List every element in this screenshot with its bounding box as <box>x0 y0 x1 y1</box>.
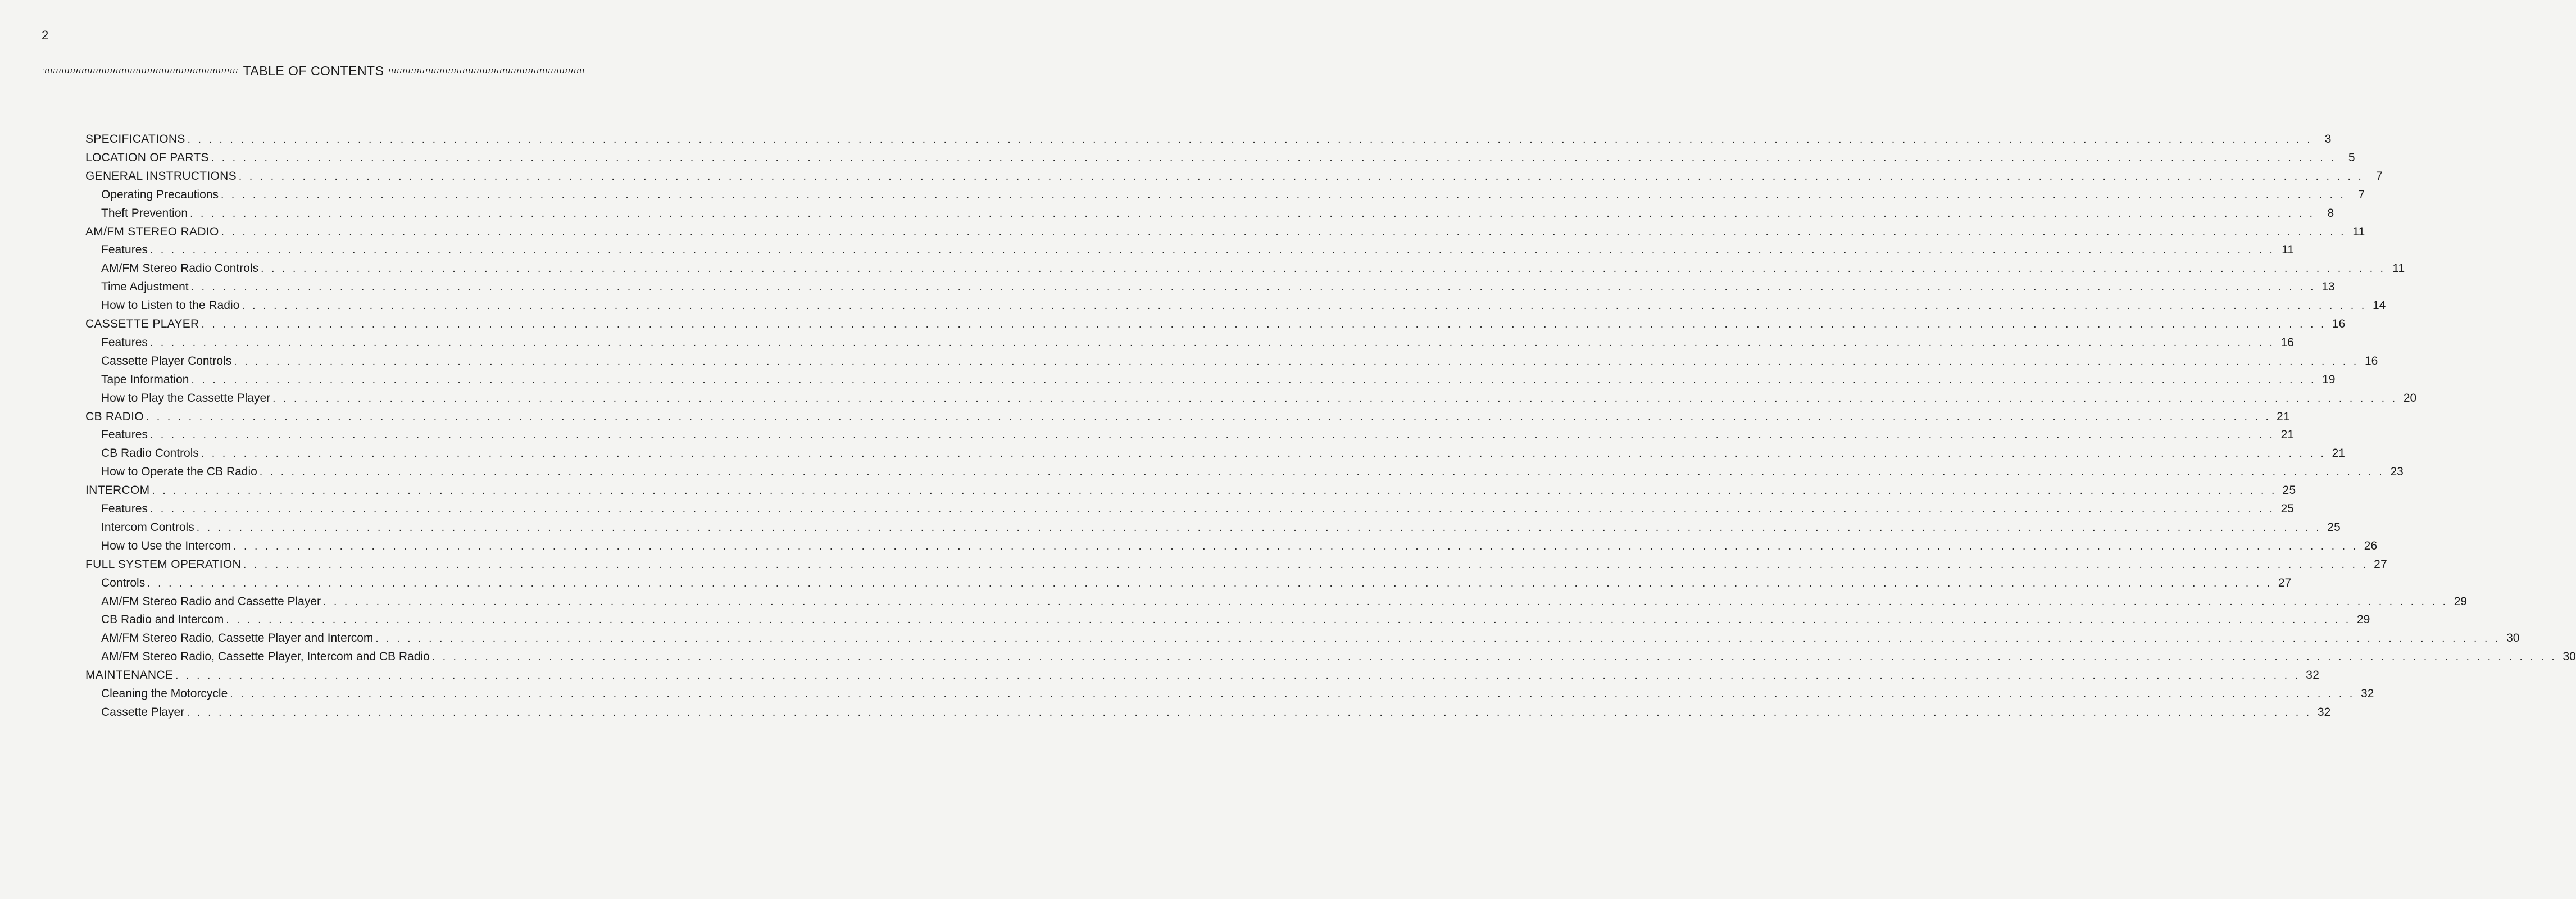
toc-subsection-entry <box>101 333 2294 352</box>
toc-entry-label: Theft Prevention <box>101 206 188 220</box>
toc-entry-label: Controls <box>101 576 146 589</box>
toc-entry-page-number: 30 <box>2563 650 2576 664</box>
dot-leader: . . . . . . . . . . . . . . . . . . . . . . . . . . . . . . . . . . . . . . . . . . . . . . . . . . . . . . . . . . . . . . . . . . . . . . . . . . . . . . . . . . . . . . . . . . . . . . . . . . . . . . . . . . . . . . . . . . . . . . . . . . . . . . . . . . . . . . . . . . . . . . . . . . . . . . . . . . . . . . . . . . . . . . . . . . . . . . . . . . . . . . . . . . . . . . . . . . . . . . . . <box>238 170 2364 183</box>
toc-entry-label: Cleaning the Motorcycle <box>101 687 228 700</box>
dot-leader: . . . . . . . . . . . . . . . . . . . . . . . . . . . . . . . . . . . . . . . . . . . . . . . . . . . . . . . . . . . . . . . . . . . . . . . . . . . . . . . . . . . . . . . . . . . . . . . . . . . . . . . . . . . . . . . . . . . . . . . . . . . . . . . . . . . . . . . . . . . . . . . . . . . . . . . . . . . . . . . . . . . . . . . . . . . . . . . . . . . . . . . . . . . . . . . . . . . . . . . . <box>211 152 2336 164</box>
toc-entry-page-number: 25 <box>2282 484 2296 497</box>
toc-entry-page-number: 21 <box>2332 447 2345 460</box>
dot-leader: . . . . . . . . . . . . . . . . . . . . . . . . . . . . . . . . . . . . . . . . . . . . . . . . . . . . . . . . . . . . . . . . . . . . . . . . . . . . . . . . . . . . . . . . . . . . . . . . . . . . . . . . . . . . . . . . . . . . . . . . . . . . . . . . . . . . . . . . . . . . . . . . . . . . . . . . . . . . . . . . . . . . . . . . . . . . . . . . . . . . . . . . . . . . . . . . . . . . . . . . <box>201 448 2326 460</box>
toc-entry-page-number: 16 <box>2332 317 2346 330</box>
dot-leader: . . . . . . . . . . . . . . . . . . . . . . . . . . . . . . . . . . . . . . . . . . . . . . . . . . . . . . . . . . . . . . . . . . . . . . . . . . . . . . . . . . . . . . . . . . . . . . . . . . . . . . . . . . . . . . . . . . . . . . . . . . . . . . . . . . . . . . . . . . . . . . . . . . . . . . . . . . . . . . . . . . . . . . . . . . . . . . . . . . . . . . . . . . . . . . . . . . . . . . . . <box>187 134 2313 146</box>
toc-title: TABLE OF CONTENTS <box>243 63 384 78</box>
toc-subsection-entry <box>101 240 2294 259</box>
toc-entry-page-number: 16 <box>2364 354 2378 367</box>
toc-subsection-entry <box>101 610 2370 629</box>
dot-leader: . . . . . . . . . . . . . . . . . . . . . . . . . . . . . . . . . . . . . . . . . . . . . . . . . . . . . . . . . . . . . . . . . . . . . . . . . . . . . . . . . . . . . . . . . . . . . . . . . . . . . . . . . . . . . . . . . . . . . . . . . . . . . . . . . . . . . . . . . . . . . . . . . . . . . . . . . . . . . . . . . . . . . . . . . . . . . . . . . . . . . . . . . . . . . . . . . . . . . . . . <box>190 207 2315 220</box>
toc-entry-page-number: 26 <box>2364 539 2378 552</box>
toc-entry-page-number: 19 <box>2322 373 2336 386</box>
toc-section-entry <box>85 481 2296 500</box>
toc-entry-label: How to Operate the CB Radio <box>101 465 257 479</box>
toc-section-entry <box>85 666 2320 684</box>
decorative-rule-right <box>389 69 584 73</box>
dot-leader: . . . . . . . . . . . . . . . . . . . . . . . . . . . . . . . . . . . . . . . . . . . . . . . . . . . . . . . . . . . . . . . . . . . . . . . . . . . . . . . . . . . . . . . . . . . . . . . . . . . . . . . . . . . . . . . . . . . . . . . . . . . . . . . . . . . . . . . . . . . . . . . . . . . . . . . . . . . . . . . . . . . . . . . . . . . . . . . . . . . . . . . . . . . . . . . . . . . . . . . . <box>234 355 2359 367</box>
toc-subsection-entry <box>101 259 2405 278</box>
toc-entry-page-number: 29 <box>2454 594 2468 608</box>
toc-subsection-entry <box>101 629 2520 647</box>
toc-entry-label: Tape Information <box>101 373 189 386</box>
toc-entry-label: AM/FM Stereo Radio and Cassette Player <box>101 594 321 608</box>
dot-leader: . . . . . . . . . . . . . . . . . . . . . . . . . . . . . . . . . . . . . . . . . . . . . . . . . . . . . . . . . . . . . . . . . . . . . . . . . . . . . . . . . . . . . . . . . . . . . . . . . . . . . . . . . . . . . . . . . . . . . . . . . . . . . . . . . . . . . . . . . . . . . . . . . . . . . . . . . . . . . . . . . . . . . . . . . . . . . . . . . . . . . . . . . . . . . . . . . . . . . . . . <box>147 577 2273 589</box>
dot-leader: . . . . . . . . . . . . . . . . . . . . . . . . . . . . . . . . . . . . . . . . . . . . . . . . . . . . . . . . . . . . . . . . . . . . . . . . . . . . . . . . . . . . . . . . . . . . . . . . . . . . . . . . . . . . . . . . . . . . . . . . . . . . . . . . . . . . . . . . . . . . . . . . . . . . . . . . . . . . . . . . . . . . . . . . . . . . . . . . . . . . . . . . . . . . . . . . . . . . . . . . <box>190 281 2316 294</box>
dot-leader: . . . . . . . . . . . . . . . . . . . . . . . . . . . . . . . . . . . . . . . . . . . . . . . . . . . . . . . . . . . . . . . . . . . . . . . . . . . . . . . . . . . . . . . . . . . . . . . . . . . . . . . . . . . . . . . . . . . . . . . . . . . . . . . . . . . . . . . . . . . . . . . . . . . . . . . . . . . . . . . . . . . . . . . . . . . . . . . . . . . . . . . . . . . . . . . . . . . . . . . . <box>152 485 2277 497</box>
toc-entry-page-number: 29 <box>2356 613 2370 626</box>
toc-entry-label: CB Radio and Intercom <box>101 613 224 626</box>
toc-entry-page-number: 23 <box>2390 465 2404 479</box>
decorative-rule-left <box>43 69 238 73</box>
toc-header <box>43 62 584 80</box>
dot-leader: . . . . . . . . . . . . . . . . . . . . . . . . . . . . . . . . . . . . . . . . . . . . . . . . . . . . . . . . . . . . . . . . . . . . . . . . . . . . . . . . . . . . . . . . . . . . . . . . . . . . . . . . . . . . . . . . . . . . . . . . . . . . . . . . . . . . . . . . . . . . . . . . . . . . . . . . . . . . . . . . . . . . . . . . . . . . . . . . . . . . . . . . . . . . . . . . . . . . . . . . <box>431 651 2557 664</box>
toc-entry-label: GENERAL INSTRUCTIONS <box>85 169 237 183</box>
toc-entry-label: Features <box>101 243 148 257</box>
toc-entry-label: CASSETTE PLAYER <box>85 317 199 330</box>
toc-entry-label: INTERCOM <box>85 484 150 497</box>
toc-entry-page-number: 13 <box>2321 280 2335 294</box>
toc-entry-page-number: 32 <box>2360 687 2374 700</box>
toc-subsection-entry <box>101 592 2468 611</box>
toc-section-entry <box>85 555 2388 574</box>
toc-entry-page-number: 20 <box>2403 391 2417 405</box>
dot-leader: . . . . . . . . . . . . . . . . . . . . . . . . . . . . . . . . . . . . . . . . . . . . . . . . . . . . . . . . . . . . . . . . . . . . . . . . . . . . . . . . . . . . . . . . . . . . . . . . . . . . . . . . . . . . . . . . . . . . . . . . . . . . . . . . . . . . . . . . . . . . . . . . . . . . . . . . . . . . . . . . . . . . . . . . . . . . . . . . . . . . . . . . . . . . . . . . . . . . . . . . <box>259 466 2384 479</box>
dot-leader: . . . . . . . . . . . . . . . . . . . . . . . . . . . . . . . . . . . . . . . . . . . . . . . . . . . . . . . . . . . . . . . . . . . . . . . . . . . . . . . . . . . . . . . . . . . . . . . . . . . . . . . . . . . . . . . . . . . . . . . . . . . . . . . . . . . . . . . . . . . . . . . . . . . . . . . . . . . . . . . . . . . . . . . . . . . . . . . . . . . . . . . . . . . . . . . . . . . . . . . . <box>175 670 2301 682</box>
toc-subsection-entry <box>101 444 2345 462</box>
toc-entry-page-number: 8 <box>2327 206 2334 220</box>
toc-entry-page-number: 30 <box>2506 632 2520 645</box>
toc-section-entry <box>85 223 2365 241</box>
toc-section-entry <box>85 315 2346 333</box>
toc-entry-page-number: 16 <box>2280 335 2294 349</box>
dot-leader: . . . . . . . . . . . . . . . . . . . . . . . . . . . . . . . . . . . . . . . . . . . . . . . . . . . . . . . . . . . . . . . . . . . . . . . . . . . . . . . . . . . . . . . . . . . . . . . . . . . . . . . . . . . . . . . . . . . . . . . . . . . . . . . . . . . . . . . . . . . . . . . . . . . . . . . . . . . . . . . . . . . . . . . . . . . . . . . . . . . . . . . . . . . . . . . . . . . . . . . . <box>221 226 2346 238</box>
toc-subsection-entry <box>101 185 2365 204</box>
toc-subsection-entry <box>101 370 2336 389</box>
toc-entry-page-number: 27 <box>2278 576 2292 589</box>
dot-leader: . . . . . . . . . . . . . . . . . . . . . . . . . . . . . . . . . . . . . . . . . . . . . . . . . . . . . . . . . . . . . . . . . . . . . . . . . . . . . . . . . . . . . . . . . . . . . . . . . . . . . . . . . . . . . . . . . . . . . . . . . . . . . . . . . . . . . . . . . . . . . . . . . . . . . . . . . . . . . . . . . . . . . . . . . . . . . . . . . . . . . . . . . . . . . . . . . . . . . . . . <box>146 411 2271 423</box>
page-number: 2 <box>42 28 49 42</box>
dot-leader: . . . . . . . . . . . . . . . . . . . . . . . . . . . . . . . . . . . . . . . . . . . . . . . . . . . . . . . . . . . . . . . . . . . . . . . . . . . . . . . . . . . . . . . . . . . . . . . . . . . . . . . . . . . . . . . . . . . . . . . . . . . . . . . . . . . . . . . . . . . . . . . . . . . . . . . . . . . . . . . . . . . . . . . . . . . . . . . . . . . . . . . . . . . . . . . . . . . . . . . . <box>149 429 2275 442</box>
toc-subsection-entry <box>101 574 2292 592</box>
dot-leader: . . . . . . . . . . . . . . . . . . . . . . . . . . . . . . . . . . . . . . . . . . . . . . . . . . . . . . . . . . . . . . . . . . . . . . . . . . . . . . . . . . . . . . . . . . . . . . . . . . . . . . . . . . . . . . . . . . . . . . . . . . . . . . . . . . . . . . . . . . . . . . . . . . . . . . . . . . . . . . . . . . . . . . . . . . . . . . . . . . . . . . . . . . . . . . . . . . . . . . . . <box>230 688 2355 700</box>
dot-leader: . . . . . . . . . . . . . . . . . . . . . . . . . . . . . . . . . . . . . . . . . . . . . . . . . . . . . . . . . . . . . . . . . . . . . . . . . . . . . . . . . . . . . . . . . . . . . . . . . . . . . . . . . . . . . . . . . . . . . . . . . . . . . . . . . . . . . . . . . . . . . . . . . . . . . . . . . . . . . . . . . . . . . . . . . . . . . . . . . . . . . . . . . . . . . . . . . . . . . . . . <box>149 503 2275 515</box>
toc-section-entry <box>85 148 2355 167</box>
toc-section-entry <box>85 407 2290 426</box>
toc-entry-page-number: 3 <box>2324 133 2332 146</box>
toc-entry-page-number: 25 <box>2280 502 2294 515</box>
dot-leader: . . . . . . . . . . . . . . . . . . . . . . . . . . . . . . . . . . . . . . . . . . . . . . . . . . . . . . . . . . . . . . . . . . . . . . . . . . . . . . . . . . . . . . . . . . . . . . . . . . . . . . . . . . . . . . . . . . . . . . . . . . . . . . . . . . . . . . . . . . . . . . . . . . . . . . . . . . . . . . . . . . . . . . . . . . . . . . . . . . . . . . . . . . . . . . . . . . . . . . . . <box>196 521 2321 534</box>
toc-subsection-entry <box>101 425 2294 444</box>
dot-leader: . . . . . . . . . . . . . . . . . . . . . . . . . . . . . . . . . . . . . . . . . . . . . . . . . . . . . . . . . . . . . . . . . . . . . . . . . . . . . . . . . . . . . . . . . . . . . . . . . . . . . . . . . . . . . . . . . . . . . . . . . . . . . . . . . . . . . . . . . . . . . . . . . . . . . . . . . . . . . . . . . . . . . . . . . . . . . . . . . . . . . . . . . . . . . . . . . . . . . . . . <box>226 614 2351 626</box>
toc-subsection-entry <box>101 462 2404 481</box>
toc-subsection-entry <box>101 703 2331 721</box>
toc-entry-label: CB RADIO <box>85 410 144 423</box>
toc-entry-label: CB Radio Controls <box>101 447 199 460</box>
toc-entry-page-number: 11 <box>2282 243 2294 257</box>
toc-entry-page-number: 27 <box>2374 557 2388 571</box>
toc-entry-label: AM/FM Stereo Radio Controls <box>101 262 259 275</box>
dot-leader: . . . . . . . . . . . . . . . . . . . . . . . . . . . . . . . . . . . . . . . . . . . . . . . . . . . . . . . . . . . . . . . . . . . . . . . . . . . . . . . . . . . . . . . . . . . . . . . . . . . . . . . . . . . . . . . . . . . . . . . . . . . . . . . . . . . . . . . . . . . . . . . . . . . . . . . . . . . . . . . . . . . . . . . . . . . . . . . . . . . . . . . . . . . . . . . . . . . . . . . . <box>187 706 2312 719</box>
toc-entry-page-number: 32 <box>2306 669 2320 682</box>
toc-entry-page-number: 14 <box>2373 299 2386 312</box>
toc-subsection-entry <box>101 296 2386 315</box>
toc-subsection-entry <box>101 204 2334 223</box>
dot-leader: . . . . . . . . . . . . . . . . . . . . . . . . . . . . . . . . . . . . . . . . . . . . . . . . . . . . . . . . . . . . . . . . . . . . . . . . . . . . . . . . . . . . . . . . . . . . . . . . . . . . . . . . . . . . . . . . . . . . . . . . . . . . . . . . . . . . . . . . . . . . . . . . . . . . . . . . . . . . . . . . . . . . . . . . . . . . . . . . . . . . . . . . . . . . . . . . . . . . . . . . <box>149 244 2275 257</box>
toc-section-entry <box>85 130 2332 148</box>
toc-subsection-entry <box>101 500 2294 518</box>
dot-leader: . . . . . . . . . . . . . . . . . . . . . . . . . . . . . . . . . . . . . . . . . . . . . . . . . . . . . . . . . . . . . . . . . . . . . . . . . . . . . . . . . . . . . . . . . . . . . . . . . . . . . . . . . . . . . . . . . . . . . . . . . . . . . . . . . . . . . . . . . . . . . . . . . . . . . . . . . . . . . . . . . . . . . . . . . . . . . . . . . . . . . . . . . . . . . . . . . . . . . . . . <box>375 633 2501 645</box>
dot-leader: . . . . . . . . . . . . . . . . . . . . . . . . . . . . . . . . . . . . . . . . . . . . . . . . . . . . . . . . . . . . . . . . . . . . . . . . . . . . . . . . . . . . . . . . . . . . . . . . . . . . . . . . . . . . . . . . . . . . . . . . . . . . . . . . . . . . . . . . . . . . . . . . . . . . . . . . . . . . . . . . . . . . . . . . . . . . . . . . . . . . . . . . . . . . . . . . . . . . . . . . <box>191 374 2316 386</box>
toc-entry-page-number: 7 <box>2358 188 2365 201</box>
toc-subsection-entry <box>101 684 2374 703</box>
toc-entry-label: How to Play the Cassette Player <box>101 391 271 405</box>
toc-entry-label: Cassette Player Controls <box>101 354 232 367</box>
toc-subsection-entry <box>101 518 2341 537</box>
toc-subsection-entry <box>101 389 2417 407</box>
dot-leader: . . . . . . . . . . . . . . . . . . . . . . . . . . . . . . . . . . . . . . . . . . . . . . . . . . . . . . . . . . . . . . . . . . . . . . . . . . . . . . . . . . . . . . . . . . . . . . . . . . . . . . . . . . . . . . . . . . . . . . . . . . . . . . . . . . . . . . . . . . . . . . . . . . . . . . . . . . . . . . . . . . . . . . . . . . . . . . . . . . . . . . . . . . . . . . . . . . . . . . . . <box>272 392 2398 405</box>
toc-section-entry <box>85 167 2383 185</box>
dot-leader: . . . . . . . . . . . . . . . . . . . . . . . . . . . . . . . . . . . . . . . . . . . . . . . . . . . . . . . . . . . . . . . . . . . . . . . . . . . . . . . . . . . . . . . . . . . . . . . . . . . . . . . . . . . . . . . . . . . . . . . . . . . . . . . . . . . . . . . . . . . . . . . . . . . . . . . . . . . . . . . . . . . . . . . . . . . . . . . . . . . . . . . . . . . . . . . . . . . . . . . . <box>243 559 2369 571</box>
dot-leader: . . . . . . . . . . . . . . . . . . . . . . . . . . . . . . . . . . . . . . . . . . . . . . . . . . . . . . . . . . . . . . . . . . . . . . . . . . . . . . . . . . . . . . . . . . . . . . . . . . . . . . . . . . . . . . . . . . . . . . . . . . . . . . . . . . . . . . . . . . . . . . . . . . . . . . . . . . . . . . . . . . . . . . . . . . . . . . . . . . . . . . . . . . . . . . . . . . . . . . . . <box>242 300 2367 312</box>
toc-entry-label: Cassette Player <box>101 705 185 719</box>
toc-entry-label: Operating Precautions <box>101 188 219 201</box>
toc-entry-page-number: 5 <box>2348 151 2355 164</box>
toc-entry-label: Features <box>101 428 148 442</box>
toc-subsection-entry <box>101 647 2576 666</box>
toc-entry-label: SPECIFICATIONS <box>85 133 185 146</box>
toc-entry-label: Intercom Controls <box>101 520 194 534</box>
toc-entry-page-number: 25 <box>2327 520 2341 534</box>
dot-leader: . . . . . . . . . . . . . . . . . . . . . . . . . . . . . . . . . . . . . . . . . . . . . . . . . . . . . . . . . . . . . . . . . . . . . . . . . . . . . . . . . . . . . . . . . . . . . . . . . . . . . . . . . . . . . . . . . . . . . . . . . . . . . . . . . . . . . . . . . . . . . . . . . . . . . . . . . . . . . . . . . . . . . . . . . . . . . . . . . . . . . . . . . . . . . . . . . . . . . . . . <box>149 337 2275 349</box>
toc-entry-label: Features <box>101 502 148 515</box>
toc-entry-page-number: 7 <box>2375 169 2383 183</box>
toc-entry-label: AM/FM Stereo Radio, Cassette Player, Intercom and CB Radio <box>101 650 430 664</box>
dot-leader: . . . . . . . . . . . . . . . . . . . . . . . . . . . . . . . . . . . . . . . . . . . . . . . . . . . . . . . . . . . . . . . . . . . . . . . . . . . . . . . . . . . . . . . . . . . . . . . . . . . . . . . . . . . . . . . . . . . . . . . . . . . . . . . . . . . . . . . . . . . . . . . . . . . . . . . . . . . . . . . . . . . . . . . . . . . . . . . . . . . . . . . . . . . . . . . . . . . . . . . . <box>220 189 2346 201</box>
dot-leader: . . . . . . . . . . . . . . . . . . . . . . . . . . . . . . . . . . . . . . . . . . . . . . . . . . . . . . . . . . . . . . . . . . . . . . . . . . . . . . . . . . . . . . . . . . . . . . . . . . . . . . . . . . . . . . . . . . . . . . . . . . . . . . . . . . . . . . . . . . . . . . . . . . . . . . . . . . . . . . . . . . . . . . . . . . . . . . . . . . . . . . . . . . . . . . . . . . . . . . . . <box>261 263 2386 275</box>
toc-entry-page-number: 21 <box>2280 428 2294 442</box>
dot-leader: . . . . . . . . . . . . . . . . . . . . . . . . . . . . . . . . . . . . . . . . . . . . . . . . . . . . . . . . . . . . . . . . . . . . . . . . . . . . . . . . . . . . . . . . . . . . . . . . . . . . . . . . . . . . . . . . . . . . . . . . . . . . . . . . . . . . . . . . . . . . . . . . . . . . . . . . . . . . . . . . . . . . . . . . . . . . . . . . . . . . . . . . . . . . . . . . . . . . . . . . <box>201 319 2327 330</box>
toc-subsection-entry <box>101 352 2378 370</box>
toc-entry-label: FULL SYSTEM OPERATION <box>85 557 242 571</box>
toc-subsection-entry <box>101 278 2335 296</box>
toc-entry-label: MAINTENANCE <box>85 669 174 682</box>
toc-entry-label: LOCATION OF PARTS <box>85 151 209 164</box>
toc-entry-label: How to Listen to the Radio <box>101 299 240 312</box>
toc-entry-page-number: 11 <box>2352 225 2365 238</box>
toc-entry-label: AM/FM STEREO RADIO <box>85 225 219 238</box>
toc-entry-page-number: 21 <box>2277 410 2290 423</box>
toc-entry-label: Time Adjustment <box>101 280 189 294</box>
dot-leader: . . . . . . . . . . . . . . . . . . . . . . . . . . . . . . . . . . . . . . . . . . . . . . . . . . . . . . . . . . . . . . . . . . . . . . . . . . . . . . . . . . . . . . . . . . . . . . . . . . . . . . . . . . . . . . . . . . . . . . . . . . . . . . . . . . . . . . . . . . . . . . . . . . . . . . . . . . . . . . . . . . . . . . . . . . . . . . . . . . . . . . . . . . . . . . . . . . . . . . . . <box>323 596 2448 608</box>
toc-entry-page-number: 11 <box>2392 262 2405 275</box>
toc-entry-label: AM/FM Stereo Radio, Cassette Player and Intercom <box>101 632 374 645</box>
toc-entry-label: How to Use the Intercom <box>101 539 231 552</box>
toc-subsection-entry <box>101 537 2378 555</box>
dot-leader: . . . . . . . . . . . . . . . . . . . . . . . . . . . . . . . . . . . . . . . . . . . . . . . . . . . . . . . . . . . . . . . . . . . . . . . . . . . . . . . . . . . . . . . . . . . . . . . . . . . . . . . . . . . . . . . . . . . . . . . . . . . . . . . . . . . . . . . . . . . . . . . . . . . . . . . . . . . . . . . . . . . . . . . . . . . . . . . . . . . . . . . . . . . . . . . . . . . . . . . . <box>233 540 2359 552</box>
toc-entry-page-number: 32 <box>2317 705 2331 719</box>
toc-entry-label: Features <box>101 335 148 349</box>
